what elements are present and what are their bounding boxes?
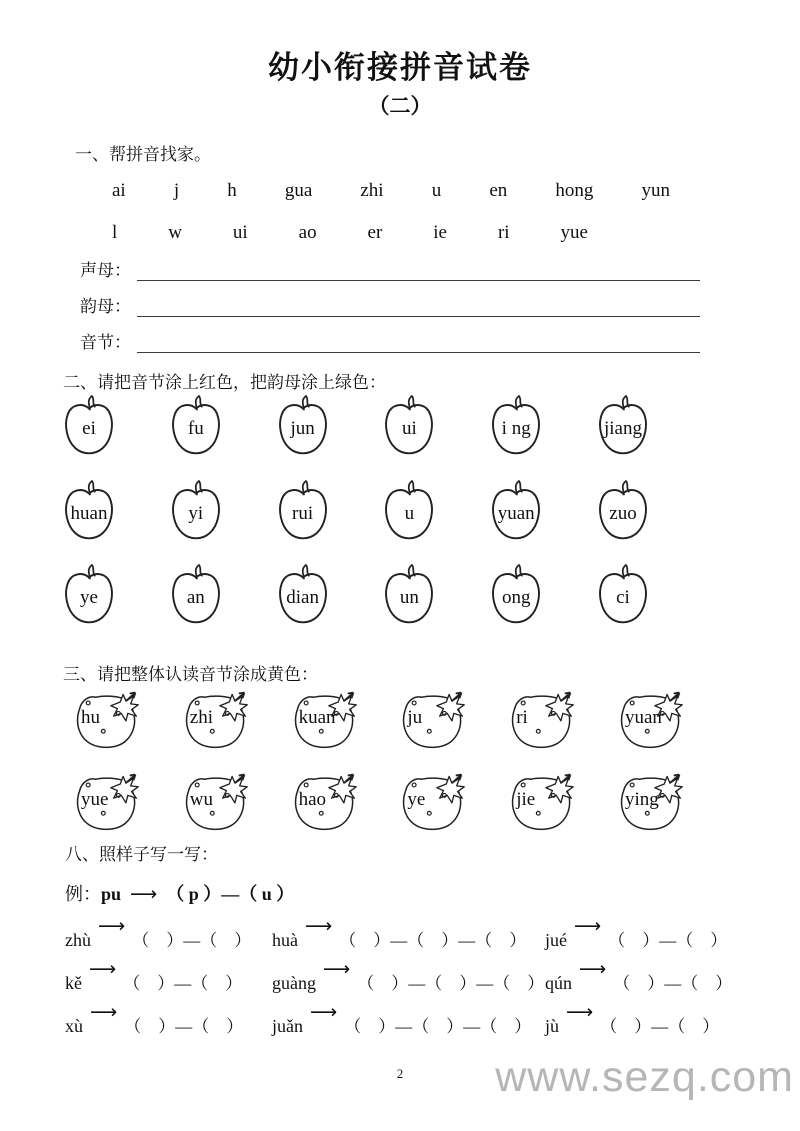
page-number: 2	[396, 1066, 404, 1081]
apple-label: an	[186, 587, 205, 609]
pinyin-item: w	[168, 222, 182, 243]
apple-icon	[487, 394, 545, 458]
pinyin-item: gua	[284, 180, 313, 201]
blank-label: 韵母：	[80, 297, 131, 316]
strawberry-icon	[74, 770, 142, 832]
apple-label: ci	[616, 587, 630, 609]
strawberry-icon	[292, 688, 360, 750]
apple-icon	[594, 563, 652, 627]
exercise-item	[65, 958, 272, 994]
strawberry-label: wu	[189, 788, 214, 810]
apple-icon	[60, 479, 118, 543]
arrow-icon: ⟶	[305, 915, 333, 937]
bracket-blanks: （ ）—（ ）	[124, 1017, 244, 1036]
pinyin-item: yun	[641, 180, 670, 201]
example-line	[65, 880, 294, 906]
exercise-item	[272, 1001, 545, 1037]
arrow-icon: ⟶	[574, 915, 602, 937]
exercise-row-1	[65, 915, 755, 951]
apple-label: ong	[501, 587, 531, 609]
arrow-icon: ⟶	[310, 1001, 338, 1023]
exercise-syllable: huà	[272, 930, 298, 950]
strawberry-label: zhi	[189, 706, 214, 728]
strawberry-icon	[618, 770, 686, 832]
pinyin-item: er	[367, 222, 383, 243]
exercise-item	[272, 958, 545, 994]
bracket-blanks: （ ）—（ ）	[613, 974, 733, 993]
answer-blank-line	[137, 330, 700, 353]
apple-icon	[380, 563, 438, 627]
apple-icon	[167, 479, 225, 543]
strawberry-icon	[509, 770, 577, 832]
apple-icon	[380, 394, 438, 458]
pinyin-item: ai	[112, 180, 126, 201]
blank-label: 音节：	[80, 333, 131, 352]
apple-label: dian	[286, 587, 319, 609]
section-1-heading: 一、帮拼音找家。	[75, 145, 211, 164]
pinyin-item: en	[489, 180, 508, 201]
pinyin-item: j	[173, 180, 180, 201]
strawberry-row-1	[74, 688, 686, 750]
apple-label: yuan	[497, 503, 535, 525]
apple-label: yi	[188, 503, 204, 525]
example-syllable: pu	[101, 884, 122, 904]
apple-row-1	[60, 394, 652, 458]
section-3-heading: 三、请把整体认读音节涂成黄色：	[63, 665, 318, 684]
strawberry-label: ri	[516, 706, 528, 728]
strawberry-label: yue	[81, 788, 109, 810]
strawberry-label: kuan	[298, 706, 336, 728]
pinyin-item: zhi	[360, 180, 384, 201]
pinyin-item: ri	[497, 222, 510, 243]
pinyin-item: ie	[433, 222, 447, 243]
apple-label: zuo	[609, 503, 637, 525]
pinyin-item: u	[431, 180, 442, 201]
bracket-blanks: （ ）—（ ）—（ ）	[344, 1017, 532, 1036]
apple-label: jun	[290, 418, 315, 440]
exercise-syllable: jù	[545, 1016, 560, 1036]
exercise-syllable: juǎn	[272, 1016, 303, 1036]
exercise-item	[65, 915, 272, 951]
example-answer: （ p ）—（ u ）	[166, 884, 295, 904]
strawberry-icon	[618, 688, 686, 750]
pinyin-item: hong	[555, 180, 594, 201]
answer-blank-line	[137, 258, 700, 281]
strawberry-icon	[292, 770, 360, 832]
apple-icon	[487, 479, 545, 543]
bracket-blanks: （ ）—（ ）—（ ）	[339, 931, 527, 950]
apple-label: un	[399, 587, 419, 609]
apple-icon	[274, 563, 332, 627]
exercise-item	[545, 915, 755, 951]
strawberry-icon	[400, 770, 468, 832]
apple-icon	[167, 563, 225, 627]
apple-icon	[594, 479, 652, 543]
apple-row-3	[60, 563, 652, 627]
exercise-syllable: qún	[545, 973, 572, 993]
exercise-syllable: xù	[65, 1016, 83, 1036]
arrow-icon: ⟶	[579, 958, 607, 980]
strawberry-label: hu	[81, 706, 100, 728]
page-title: 幼小衔接拼音试卷	[268, 50, 532, 85]
blank-row-yunmu	[80, 291, 700, 317]
exercise-row-3	[65, 1001, 755, 1037]
pinyin-item: l	[112, 222, 118, 243]
apple-icon	[60, 563, 118, 627]
exercise-row-2	[65, 958, 755, 994]
pinyin-item: yue	[560, 222, 588, 243]
strawberry-label: hao	[298, 788, 327, 810]
section-4-heading: 八、照样子写一写：	[65, 845, 218, 864]
apple-label: u	[404, 503, 415, 525]
apple-icon	[487, 563, 545, 627]
strawberry-label: ju	[407, 706, 423, 728]
strawberry-icon	[509, 688, 577, 750]
exercise-syllable: jué	[545, 930, 567, 950]
arrow-icon: ⟶	[90, 1001, 118, 1023]
strawberry-label: jie	[516, 788, 536, 810]
pinyin-item: h	[227, 180, 237, 201]
arrow-icon: ⟶	[98, 915, 126, 937]
apple-label: rui	[292, 503, 314, 525]
bracket-blanks: （ ）—（ ）	[123, 974, 243, 993]
exercise-syllable: zhù	[65, 930, 91, 950]
apple-label: i ng	[501, 418, 531, 440]
bracket-blanks: （ ）—（ ）	[132, 931, 252, 950]
arrow-icon: ⟶	[566, 1001, 594, 1023]
apple-row-2	[60, 479, 652, 543]
blank-row-yinjie	[80, 327, 700, 353]
strawberry-icon	[74, 688, 142, 750]
apple-icon	[60, 394, 118, 458]
apple-label: ye	[80, 587, 98, 609]
bracket-blanks: （ ）—（ ）—（ ）	[357, 974, 545, 993]
apple-label: ei	[82, 418, 96, 440]
exercise-syllable: kě	[65, 973, 82, 993]
section-2-heading: 二、请把音节涂上红色，把韵母涂上绿色：	[63, 373, 386, 392]
blank-row-shengmu	[80, 255, 700, 281]
apple-label: ui	[402, 418, 417, 440]
watermark: www.sezq.com	[495, 1053, 794, 1101]
bracket-blanks: （ ）—（ ）	[600, 1017, 720, 1036]
pinyin-row-2	[112, 222, 588, 244]
strawberry-label: ying	[624, 788, 659, 810]
pinyin-item: ao	[298, 222, 317, 243]
answer-blank-line	[137, 294, 700, 317]
arrow-icon: ⟶	[323, 958, 351, 980]
exercise-item	[272, 915, 545, 951]
strawberry-label: ye	[407, 788, 426, 810]
apple-icon	[380, 479, 438, 543]
apple-icon	[594, 394, 652, 458]
blank-label: 声母：	[80, 261, 131, 280]
exercise-item	[65, 1001, 272, 1037]
apple-label: huan	[70, 503, 108, 525]
arrow-icon: ⟶	[130, 883, 158, 905]
exercise-item	[545, 1001, 755, 1037]
strawberry-icon	[183, 688, 251, 750]
page-subtitle: （二）	[368, 94, 432, 118]
apple-icon	[274, 394, 332, 458]
strawberry-row-2	[74, 770, 686, 832]
strawberry-label: yuan	[624, 706, 662, 728]
apple-label: fu	[187, 418, 204, 440]
pinyin-row-1	[112, 180, 670, 202]
arrow-icon: ⟶	[89, 958, 117, 980]
apple-icon	[274, 479, 332, 543]
bracket-blanks: （ ）—（ ）	[608, 931, 728, 950]
apple-label: jiang	[603, 418, 642, 440]
example-label: 例：	[65, 884, 101, 904]
exercise-syllable: guàng	[272, 973, 316, 993]
exercise-item	[545, 958, 755, 994]
strawberry-icon	[183, 770, 251, 832]
strawberry-icon	[400, 688, 468, 750]
apple-icon	[167, 394, 225, 458]
pinyin-item: ui	[232, 222, 248, 243]
